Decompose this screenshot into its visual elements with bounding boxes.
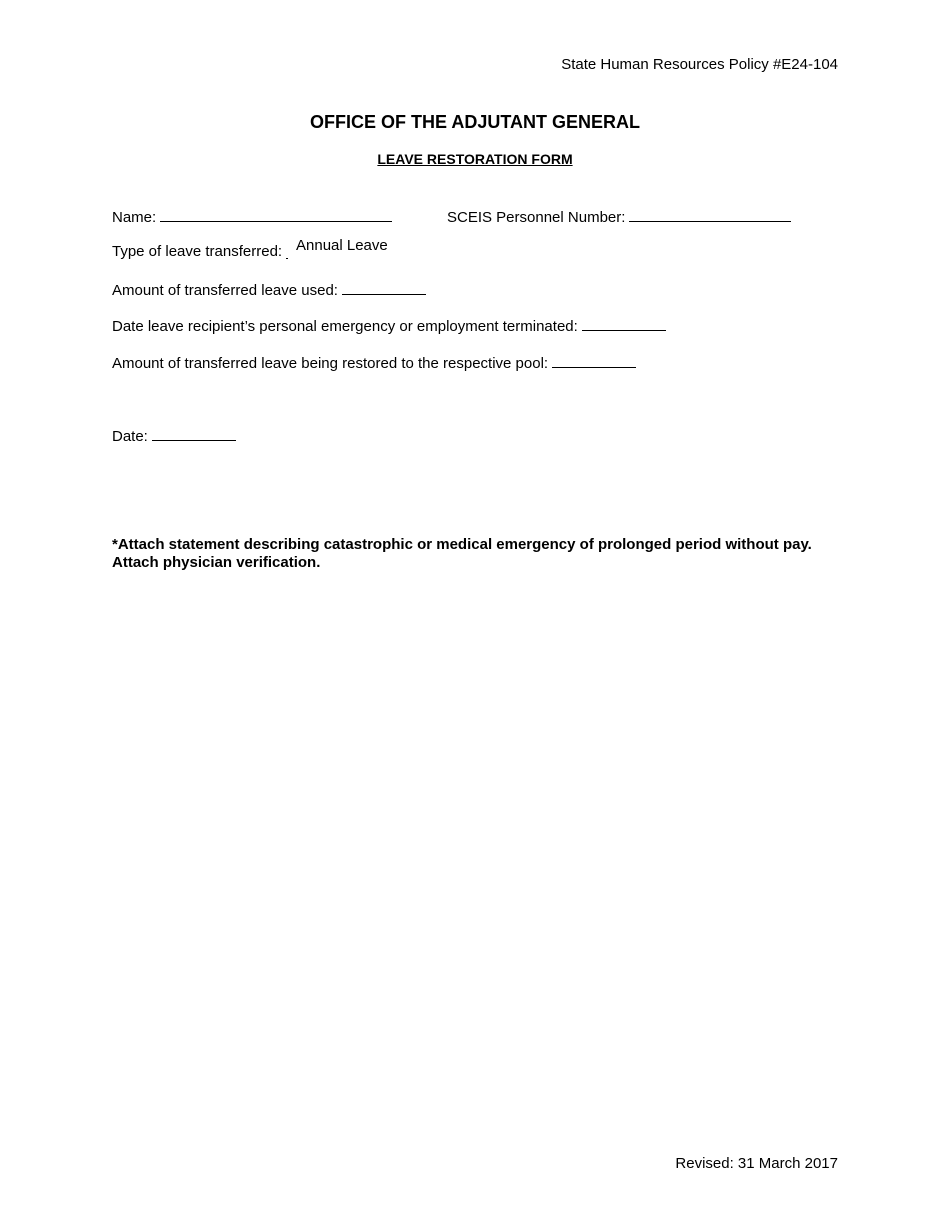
sceis-input-line[interactable] (629, 207, 791, 222)
amount-used-input-line[interactable] (342, 280, 426, 295)
attachment-note-line-2: Attach physician verification. (112, 554, 321, 571)
date-terminated-row (112, 316, 666, 335)
policy-reference: State Human Resources Policy #E24-104 (561, 56, 838, 73)
leave-type-label: Type of leave transferred: (112, 243, 283, 260)
attachment-note-line-1: *Attach statement describing catastrophic or medical emergency of prolonged period without pay. (112, 536, 812, 553)
date-terminated-label: Date leave recipient’s personal emergency or employment terminated: (112, 318, 578, 335)
name-label: Name: (112, 209, 157, 226)
date-row (112, 426, 236, 445)
office-title: OFFICE OF THE ADJUTANT GENERAL (310, 112, 640, 132)
name-input-line[interactable] (160, 207, 392, 222)
amount-used-label: Amount of transferred leave used: (112, 282, 338, 299)
leave-type-row (112, 243, 288, 260)
sceis-field-row (447, 207, 791, 226)
revised-date: Revised: 31 March 2017 (675, 1155, 838, 1172)
name-field-row (112, 207, 392, 226)
date-terminated-input-line[interactable] (582, 316, 666, 331)
leave-type-marker (286, 258, 288, 259)
date-input-line[interactable] (152, 426, 236, 441)
form-title: LEAVE RESTORATION FORM (377, 151, 573, 167)
amount-restored-label: Amount of transferred leave being restored to the respective pool: (112, 355, 549, 372)
attachment-note (112, 536, 852, 572)
leave-type-value[interactable]: Annual Leave (296, 237, 388, 254)
date-label: Date: (112, 428, 148, 445)
sceis-label: SCEIS Personnel Number: (447, 209, 626, 226)
amount-used-row (112, 280, 426, 299)
amount-restored-input-line[interactable] (552, 353, 636, 368)
amount-restored-row (112, 353, 636, 372)
